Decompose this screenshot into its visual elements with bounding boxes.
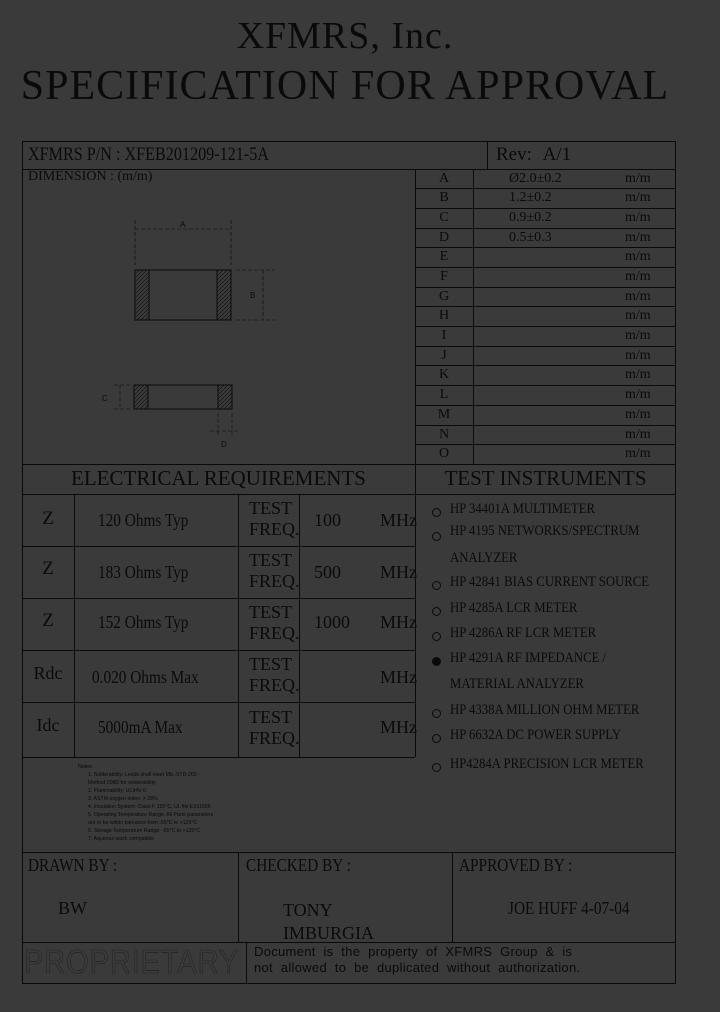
dimension-row: C 0.9±0.2 m/m bbox=[439, 210, 651, 225]
dimension-row: O m/m bbox=[438, 446, 651, 461]
electrical-row: Rdc 0.020 Ohms Max TEST FREQ. MHz bbox=[33, 654, 417, 695]
radio-circle-icon[interactable] bbox=[432, 763, 441, 772]
note-line: Method 208D for solderability. bbox=[88, 780, 157, 786]
instrument-option[interactable]: HP4284A PRECISION LCR METER bbox=[415, 755, 676, 779]
note-line: 3. ASTM oxygen index: > 28% bbox=[88, 796, 158, 802]
dimension-row: B 1.2±0.2 m/m bbox=[439, 190, 651, 205]
instrument-option-selected[interactable]: HP 4291A RF IMPEDANCE / MATERIAL ANALYZER bbox=[415, 648, 676, 698]
drawn-by-value: BW bbox=[58, 898, 87, 918]
drawn-by-label: DRAWN BY : bbox=[28, 855, 118, 875]
electrical-row: Z 183 Ohms Typ TEST FREQ. 500 MHz bbox=[42, 550, 417, 591]
radio-circle-icon[interactable] bbox=[432, 734, 441, 743]
note-line: 7. Aqueous wash compatible bbox=[88, 836, 155, 842]
dimension-row: K m/m bbox=[438, 367, 651, 382]
approved-by-value: JOE HUFF 4-07-04 bbox=[508, 898, 630, 918]
company-name: XFMRS, Inc. bbox=[236, 15, 454, 57]
dimension-row: J m/m bbox=[441, 348, 651, 363]
electrical-heading: ELECTRICAL REQUIREMENTS bbox=[71, 466, 366, 490]
instruments-list bbox=[415, 494, 676, 784]
rev-label: Rev: bbox=[496, 144, 532, 165]
part-number-row bbox=[28, 144, 311, 166]
dimension-row: F m/m bbox=[440, 269, 651, 284]
dimension-row: I m/m bbox=[441, 328, 651, 343]
dimension-table bbox=[415, 169, 676, 464]
radio-selected-icon[interactable] bbox=[432, 657, 441, 666]
dim-label-a: A bbox=[180, 220, 186, 229]
radio-circle-icon[interactable] bbox=[432, 709, 441, 718]
dim-label-d: D bbox=[221, 440, 227, 449]
checked-by-label: CHECKED BY : bbox=[246, 855, 351, 875]
notes-title: Notes: bbox=[78, 764, 93, 770]
radio-circle-icon[interactable] bbox=[432, 632, 441, 641]
note-line: 4. Insulation System: Class F 155°C, UL file E151556 bbox=[88, 804, 211, 810]
dimension-row: A Ø2.0±0.2 m/m bbox=[438, 171, 651, 186]
footer-notice-line-1: Document is the property of XFMRS Group & is bbox=[254, 944, 573, 959]
instrument-option[interactable]: HP 4286A RF LCR METER bbox=[415, 623, 676, 647]
dimension-row: M m/m bbox=[437, 407, 651, 422]
pn-label: XFMRS P/N : bbox=[28, 144, 121, 165]
radio-circle-icon[interactable] bbox=[432, 581, 441, 590]
dim-label-c: C bbox=[102, 394, 108, 403]
side-view bbox=[102, 385, 240, 449]
radio-circle-icon[interactable] bbox=[432, 532, 441, 541]
note-line: are to be within tolerance from -55°C to +125°C bbox=[88, 820, 198, 826]
dimension-row: H m/m bbox=[438, 308, 651, 323]
note-line: 2. Flammability: UL94V-0 bbox=[88, 788, 146, 794]
top-view bbox=[135, 220, 275, 320]
notes bbox=[78, 763, 213, 843]
instrument-option[interactable]: HP 34401A MULTIMETER bbox=[415, 499, 676, 523]
pn-value: XFEB201209-121-5A bbox=[124, 144, 269, 165]
note-line: 6. Storage Temperature Range: -55°C to +125°C bbox=[88, 828, 201, 834]
note-line: 5. Operating Temperature Range: All Parts parameters bbox=[88, 812, 214, 818]
dimension-label: DIMENSION : (m/m) bbox=[28, 169, 153, 184]
electrical-row: Z 120 Ohms Typ TEST FREQ. 100 MHz bbox=[42, 498, 417, 539]
radio-circle-icon[interactable] bbox=[432, 607, 441, 616]
radio-circle-icon[interactable] bbox=[432, 508, 441, 517]
footer-notice-line-2: not allowed to be duplicated without authorization. bbox=[254, 960, 581, 975]
note-line: 1. Solderability: Leads shall meet MIL-STD-202, bbox=[88, 772, 199, 778]
dimension-row: D 0.5±0.3 m/m bbox=[438, 230, 651, 245]
revision bbox=[496, 144, 571, 166]
instrument-option[interactable]: HP 42841 BIAS CURRENT SOURCE bbox=[415, 573, 676, 597]
instrument-option[interactable]: HP 4285A LCR METER bbox=[415, 598, 676, 622]
checked-by-value: TONY IMBURGIA bbox=[283, 900, 375, 943]
proprietary-stamp: PROPRIETARY bbox=[24, 943, 240, 980]
dimension-row: N m/m bbox=[438, 427, 651, 442]
dimension-row: G m/m bbox=[438, 289, 651, 304]
electrical-row: Idc 5000mA Max TEST FREQ. MHz bbox=[36, 707, 417, 748]
instruments-heading: TEST INSTRUMENTS bbox=[444, 466, 647, 490]
dimension-row: L m/m bbox=[439, 387, 651, 402]
rev-value: A/1 bbox=[542, 144, 572, 165]
instrument-option[interactable]: HP 4195 NETWORKS/SPECTRUM ANALYZER bbox=[415, 523, 676, 573]
instrument-option[interactable]: HP 4338A MILLION OHM METER bbox=[415, 700, 676, 724]
component-drawing bbox=[100, 185, 380, 475]
dim-label-b: B bbox=[250, 291, 256, 300]
document-title: SPECIFICATION FOR APPROVAL bbox=[20, 63, 670, 109]
approved-by-label: APPROVED BY : bbox=[459, 855, 573, 875]
dimension-row: E m/m bbox=[439, 249, 651, 264]
instrument-option[interactable]: HP 6632A DC POWER SUPPLY bbox=[415, 725, 676, 749]
electrical-row: Z 152 Ohms Typ TEST FREQ. 1000 MHz bbox=[42, 602, 417, 643]
